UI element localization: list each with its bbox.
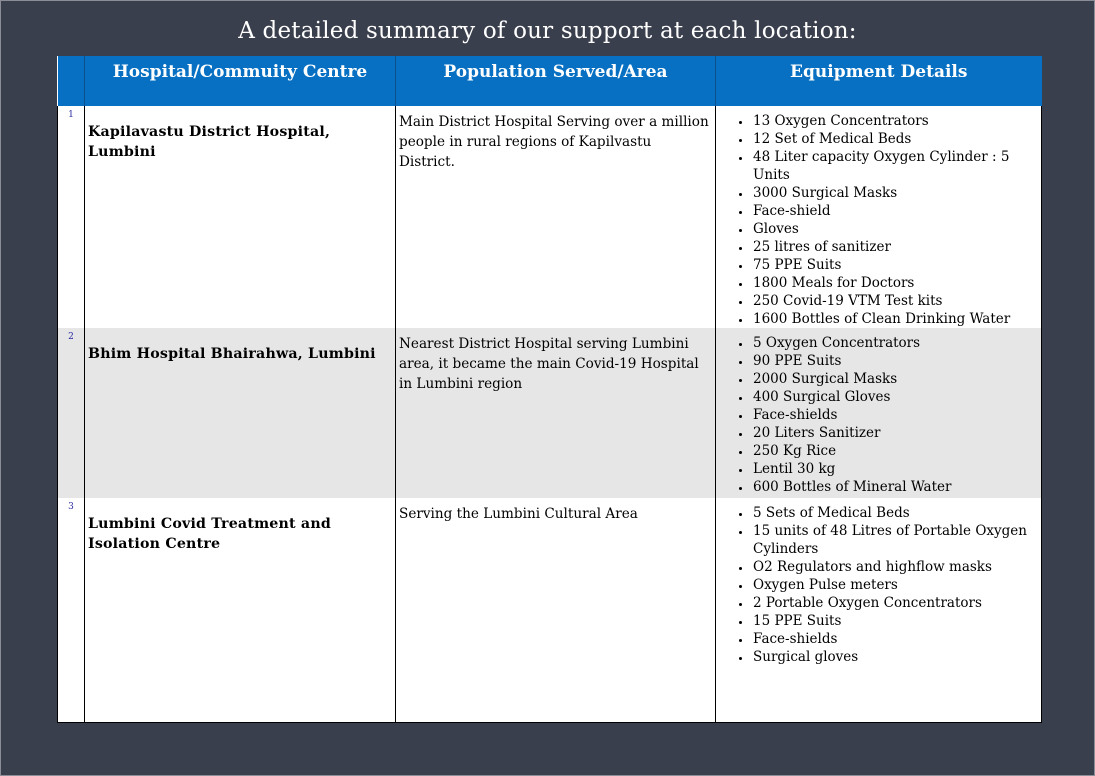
page-title: A detailed summary of our support at each location: (238, 18, 857, 44)
row-number: 2 (58, 328, 85, 498)
population-served: Main District Hospital Serving over a million people in rural regions of Kapilvastu District. (396, 106, 716, 328)
equipment-item: • 1600 Bottles of Clean Drinking Water (752, 310, 1041, 328)
equipment-item: • Gloves (752, 220, 1041, 238)
equipment-item: • 250 Kg Rice (752, 442, 1041, 460)
row-number: 3 (58, 498, 85, 722)
equipment-item: • O2 Regulators and highflow masks (752, 558, 1041, 576)
header-equipment: Equipment Details (716, 56, 1042, 106)
table-row (58, 106, 1042, 328)
table-row (58, 498, 1042, 722)
equipment-item: • 15 units of 48 Litres of Portable Oxygen Cylinders (752, 522, 1041, 558)
hospital-name: Lumbini Covid Treatment and Isolation Centre (85, 498, 396, 722)
population-served: Nearest District Hospital serving Lumbini area, it became the main Covid-19 Hospital in Lumbini region (396, 328, 716, 498)
hospital-name: Kapilavastu District Hospital, Lumbini (85, 106, 396, 328)
equipment-item: • 400 Surgical Gloves (752, 388, 1041, 406)
table-row (58, 328, 1042, 498)
equipment-item: • 12 Set of Medical Beds (752, 130, 1041, 148)
equipment-item: • 90 PPE Suits (752, 352, 1041, 370)
hospital-name: Bhim Hospital Bhairahwa, Lumbini (85, 328, 396, 498)
equipment-item: • Face-shields (752, 630, 1041, 648)
equipment-list (716, 504, 1041, 666)
equipment-item: • 250 Covid-19 VTM Test kits (752, 292, 1041, 310)
support-summary-table (57, 56, 1042, 723)
equipment-item: • 75 PPE Suits (752, 256, 1041, 274)
equipment-cell (716, 498, 1042, 722)
equipment-item: • 3000 Surgical Masks (752, 184, 1041, 202)
equipment-item: • 5 Oxygen Concentrators (752, 334, 1041, 352)
equipment-item: • Lentil 30 kg (752, 460, 1041, 478)
equipment-cell (716, 328, 1042, 498)
equipment-item: • Surgical gloves (752, 648, 1041, 666)
population-served: Serving the Lumbini Cultural Area (396, 498, 716, 722)
equipment-item: • 20 Liters Sanitizer (752, 424, 1041, 442)
equipment-item: • Face-shields (752, 406, 1041, 424)
equipment-item: • Face-shield (752, 202, 1041, 220)
equipment-list (716, 112, 1041, 328)
equipment-item: • 48 Liter capacity Oxygen Cylinder : 5 Units (752, 148, 1041, 184)
equipment-item: • 5 Sets of Medical Beds (752, 504, 1041, 522)
equipment-item: • 15 PPE Suits (752, 612, 1041, 630)
equipment-cell (716, 106, 1042, 328)
equipment-list (716, 334, 1041, 496)
header-index (58, 56, 85, 106)
table-header-row (58, 56, 1042, 106)
row-number: 1 (58, 106, 85, 328)
equipment-item: • 600 Bottles of Mineral Water (752, 478, 1041, 496)
header-hospital: Hospital/Commuity Centre (85, 56, 396, 106)
header-population: Population Served/Area (396, 56, 716, 106)
equipment-item: • 1800 Meals for Doctors (752, 274, 1041, 292)
equipment-item: • Oxygen Pulse meters (752, 576, 1041, 594)
equipment-item: • 2000 Surgical Masks (752, 370, 1041, 388)
equipment-item: • 13 Oxygen Concentrators (752, 112, 1041, 130)
equipment-item: • 25 litres of sanitizer (752, 238, 1041, 256)
equipment-item: • 2 Portable Oxygen Concentrators (752, 594, 1041, 612)
